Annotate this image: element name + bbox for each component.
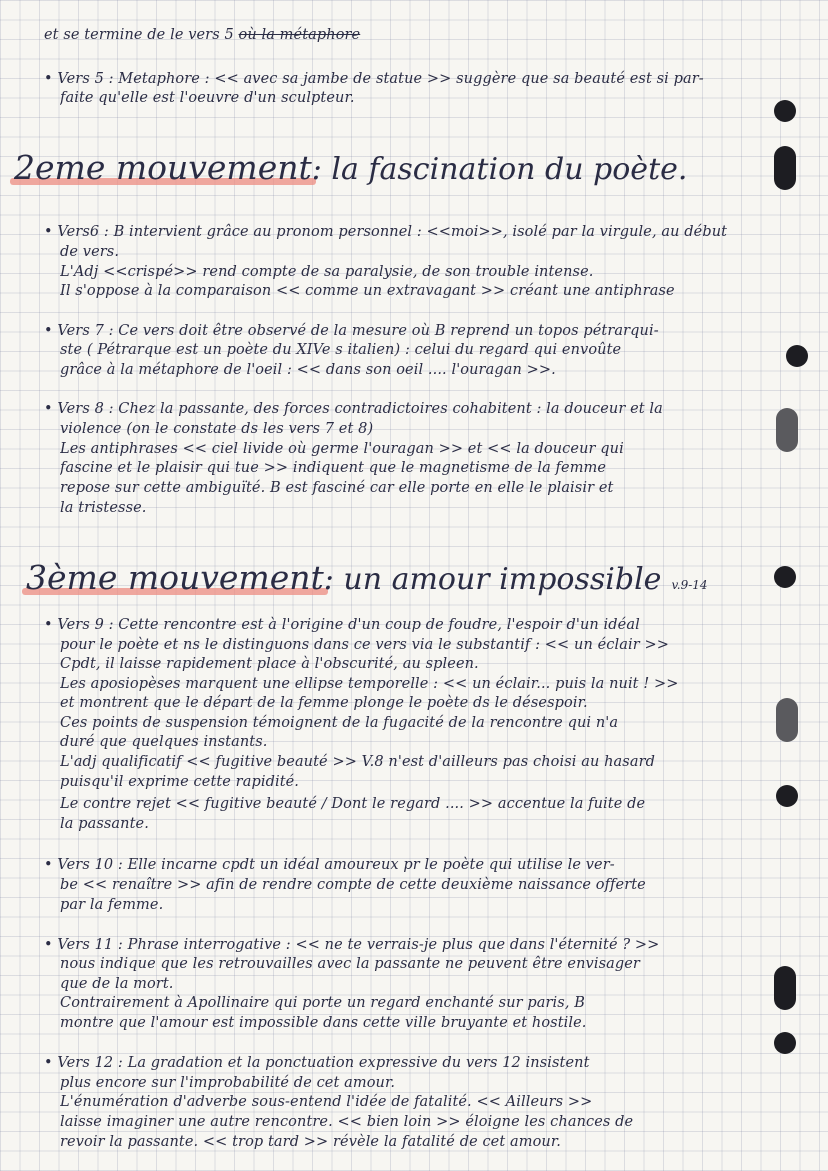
text-line: grâce à la métaphore de l'oeil : << dans son oeil .... l'ouragan >>. [60, 362, 556, 378]
text-line: • Vers 7 : Ce vers doit être observé de la mesure où B reprend un topos pétrarqui- [44, 323, 659, 339]
punch-hole-icon [774, 566, 796, 588]
punch-slot-icon [774, 966, 796, 1010]
text-line: faite qu'elle est l'oeuvre d'un sculpteur. [60, 90, 355, 106]
punch-slot-icon [776, 698, 798, 742]
intro-line [44, 26, 764, 46]
section-heading-2-main: 2eme mouvement [14, 148, 312, 187]
text-line: nous indique que les retrouvailles avec la passante ne peuvent être envisager [60, 956, 640, 972]
punch-slot-icon [776, 408, 798, 452]
text-line: • Vers 12 : La gradation et la ponctuation expressive du vers 12 insistent [44, 1055, 590, 1071]
section-heading-3 [26, 558, 708, 605]
punch-slot-icon [774, 146, 796, 190]
text-line: laisse imaginer une autre rencontre. << bien loin >> éloigne les chances de [60, 1114, 634, 1130]
section-heading-3-main: 3ème mouvement [26, 558, 324, 597]
text-line: Il s'oppose à la comparaison << comme un extravagant >> créant une antiphrase [60, 283, 675, 299]
text-line: Le contre rejet << fugitive beauté / Dont le regard .... >> accentue la fuite de [60, 796, 646, 812]
text-line: que de la mort. [60, 976, 174, 992]
text-line: pour le poète et ns le distinguons dans ce vers via le substantif : << un éclair >> [60, 637, 669, 653]
text-line: • Vers6 : B intervient grâce au pronom personnel : <<moi>>, isolé par la virgule, au début [44, 224, 728, 240]
text-line: fascine et le plaisir qui tue >> indiquent que le magnetisme de la femme [60, 460, 607, 476]
text-line: de vers. [60, 244, 120, 260]
section-heading-2 [14, 148, 687, 190]
text-line: L'Adj <<crispé>> rend compte de sa paralysie, de son trouble intense. [60, 264, 594, 280]
text-line: la tristesse. [60, 500, 147, 516]
section-heading-3-rest: : un amour impossible [323, 562, 662, 597]
text-line: Contrairement à Apollinaire qui porte un regard enchanté sur paris, B [60, 995, 585, 1011]
struck-text: où la métaphore [238, 27, 361, 43]
text-line: • Vers 9 : Cette rencontre est à l'origine d'un coup de foudre, l'espoir d'un idéal [44, 617, 640, 633]
text-line: puisqu'il exprime cette rapidité. [60, 774, 300, 790]
text-line: be << renaître >> afin de rendre compte de cette deuxième naissance offerte [60, 877, 646, 893]
text-line: • Vers 5 : Metaphore : << avec sa jambe de statue >> suggère que sa beauté est si par- [44, 71, 704, 87]
punch-hole-icon [774, 100, 796, 122]
text-line: L'adj qualificatif << fugitive beauté >> V.8 n'est d'ailleurs pas choisi au hasard [60, 754, 656, 770]
text-line: Cpdt, il laisse rapidement place à l'obscurité, au spleen. [60, 656, 479, 672]
text-line: plus encore sur l'improbabilité de cet amour. [60, 1075, 396, 1091]
intro-text: et se termine de le vers 5 [44, 27, 239, 43]
text-line: par la femme. [60, 897, 164, 913]
text-line: montre que l'amour est impossible dans cette ville bruyante et hostile. [60, 1015, 587, 1031]
text-line: Les aposiopèses marquent une ellipse temporelle : << un éclair... puis la nuit ! >> [60, 676, 679, 692]
text-line: ste ( Pétrarque est un poète du XIVe s italien) : celui du regard qui envoûte [60, 342, 622, 358]
section-heading-2-rest: : la fascination du poète. [311, 152, 688, 187]
punch-hole-icon [776, 785, 798, 807]
verse-range-note: v.9-14 [671, 578, 708, 592]
punch-hole-icon [786, 345, 808, 367]
text-line: • Vers 11 : Phrase interrogative : << ne te verrais-je plus que dans l'éternité ? >> [44, 937, 660, 953]
text-line: et montrent que le départ de la femme plonge le poète ds le désespoir. [60, 695, 588, 711]
text-line: • Vers 8 : Chez la passante, des forces contradictoires cohabitent : la douceur et la [44, 401, 663, 417]
text-line: violence (on le constate ds les vers 7 et 8) [60, 421, 374, 437]
text-line: Ces points de suspension témoignent de la fugacité de la rencontre qui n'a [60, 715, 619, 731]
text-line: • Vers 10 : Elle incarne cpdt un idéal amoureux pr le poète qui utilise le ver- [44, 857, 615, 873]
text-line: Les antiphrases << ciel livide où germe l'ouragan >> et << la douceur qui [60, 441, 624, 457]
text-line: L'énumération d'adverbe sous-entend l'idée de fatalité. << Ailleurs >> [60, 1094, 593, 1110]
text-line: revoir la passante. << trop tard >> révèle la fatalité de cet amour. [60, 1134, 562, 1150]
punch-hole-icon [774, 1032, 796, 1054]
text-line: duré que quelques instants. [60, 734, 268, 750]
text-line: la passante. [60, 816, 149, 832]
text-line: repose sur cette ambiguïté. B est fasciné car elle porte en elle le plaisir et [60, 480, 614, 496]
